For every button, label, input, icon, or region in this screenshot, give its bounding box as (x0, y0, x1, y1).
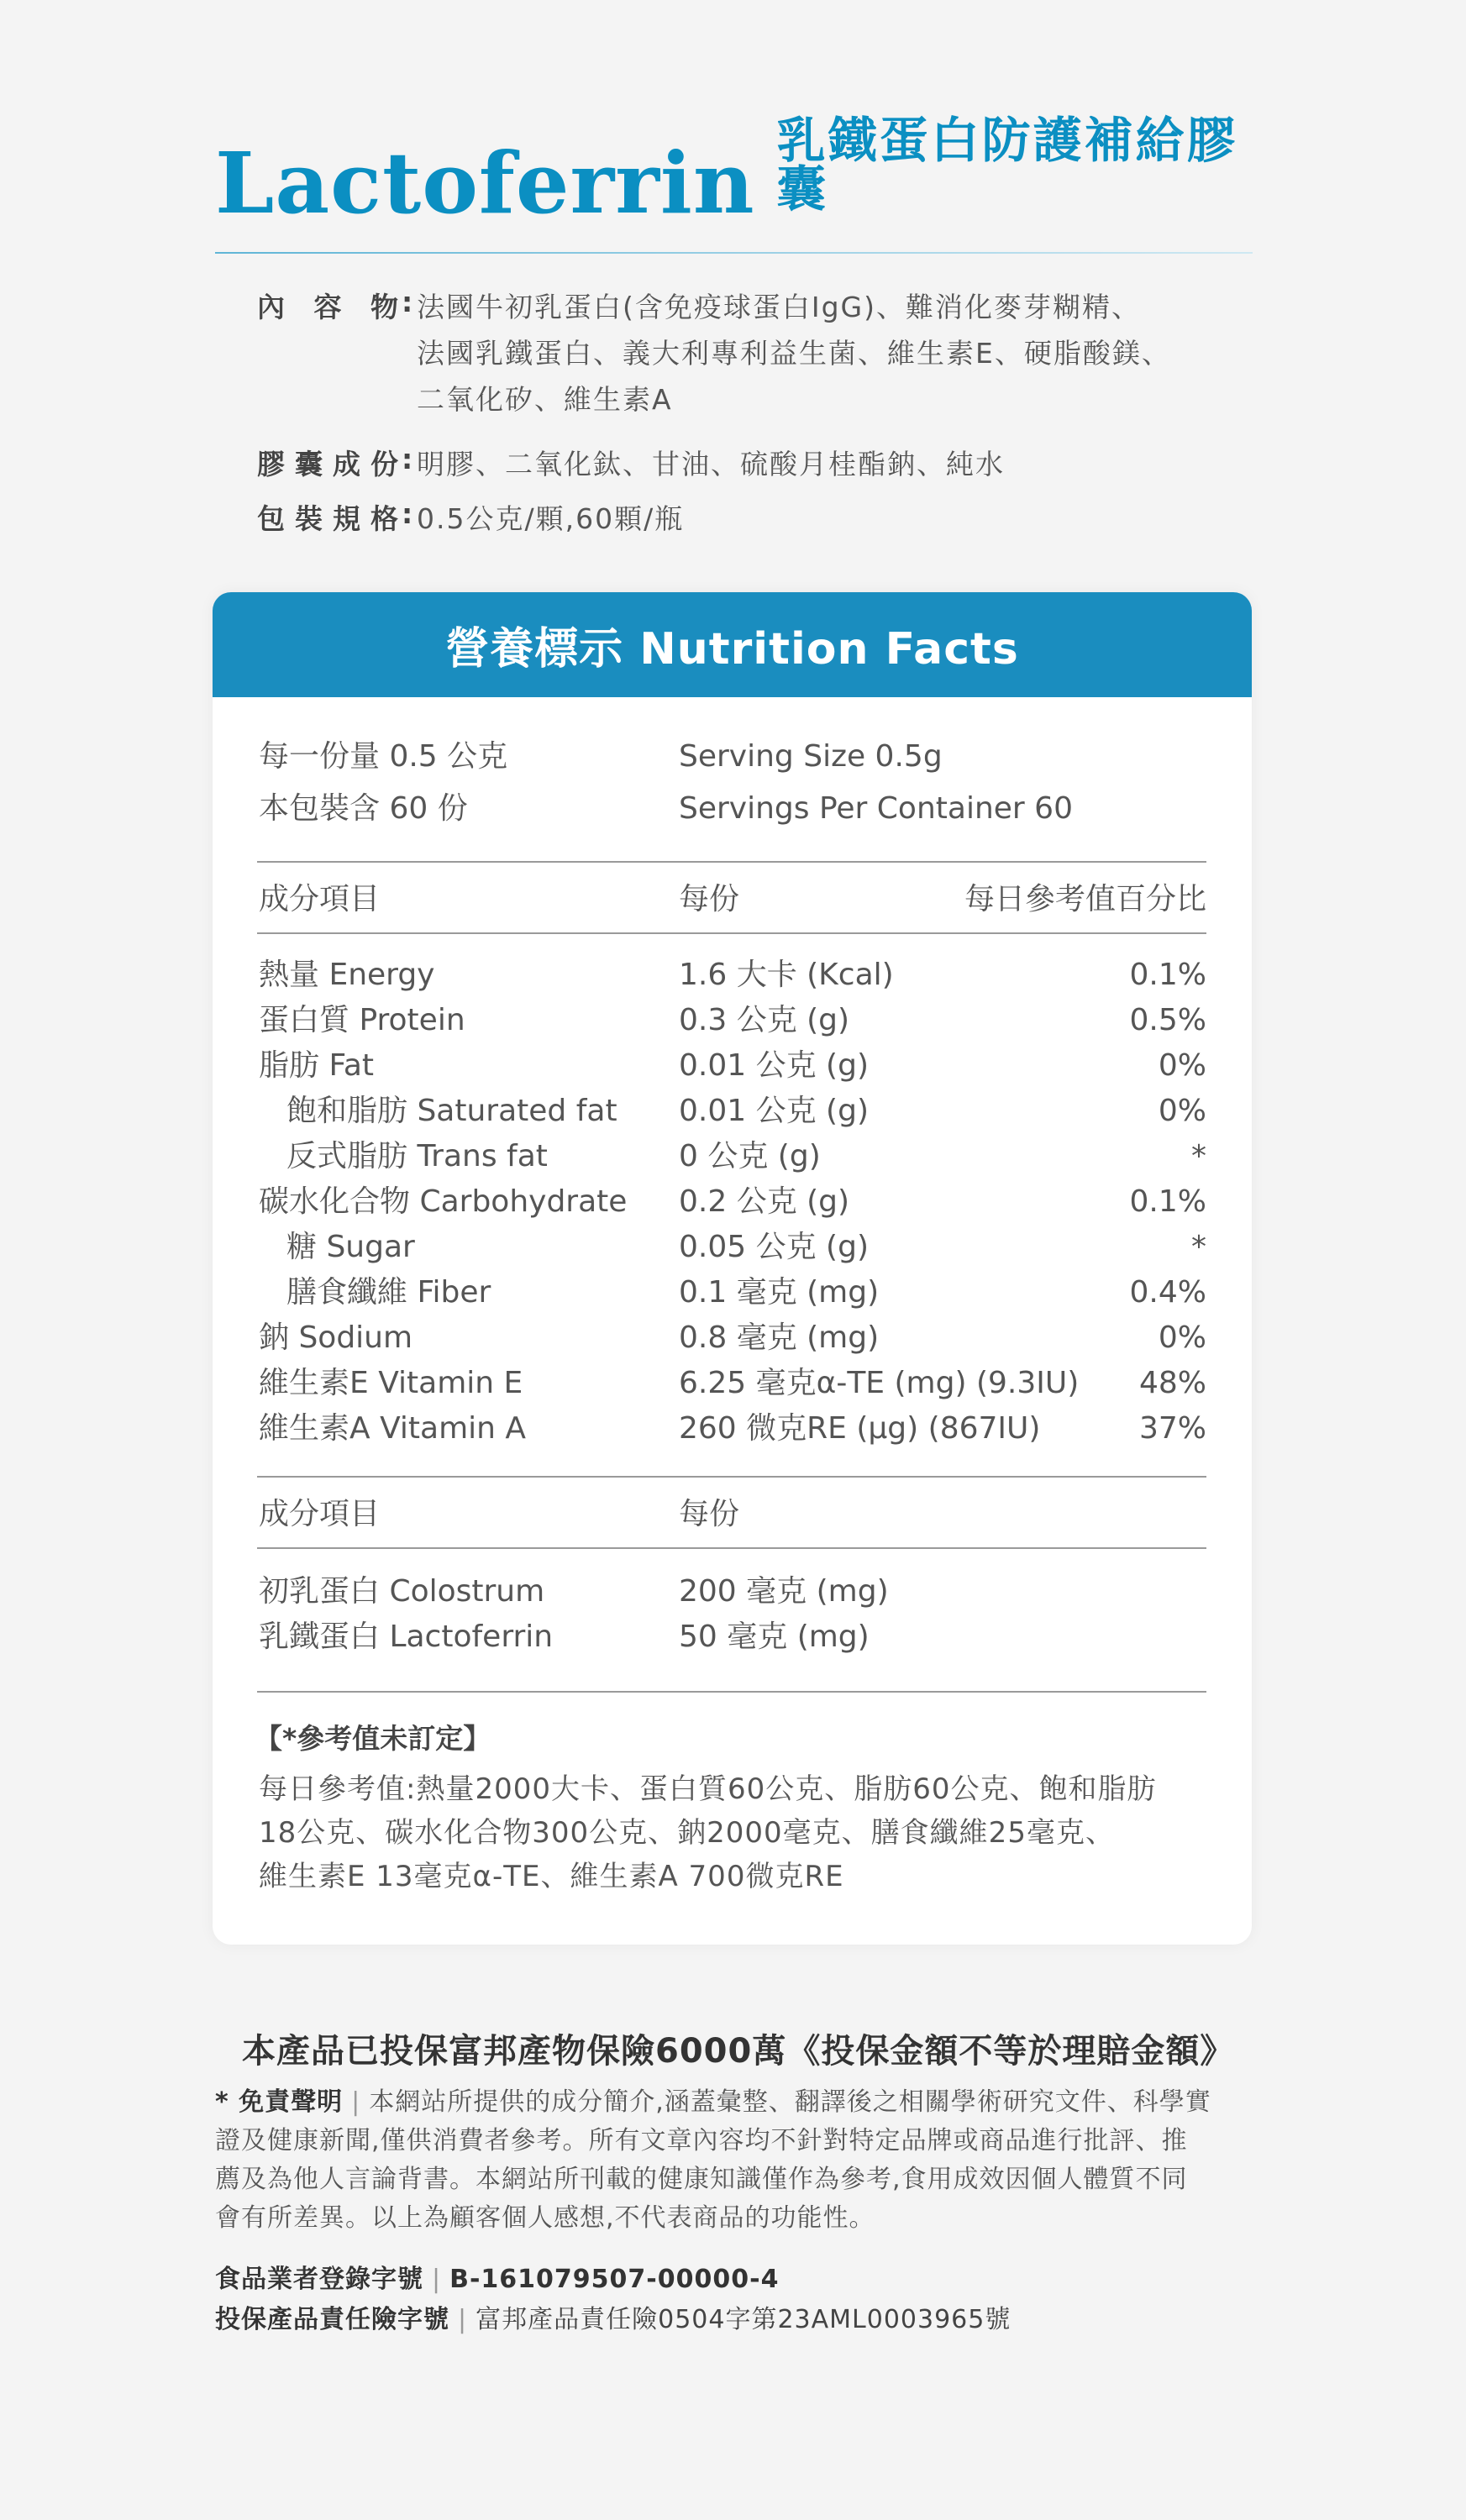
nutrient-name: 膳食纖維 Fiber (286, 1275, 491, 1310)
nutrient-daily-value: 0% (1158, 1320, 1206, 1355)
divider (257, 861, 1206, 863)
nutrition-header-title: 營養標示 Nutrition Facts (445, 624, 1019, 675)
nutrient-name: 糖 Sugar (286, 1230, 415, 1264)
lactoferrin-per: 50 毫克 (mg) (679, 1620, 870, 1654)
title-chinese: 乳鐵蛋白防護補給膠囊 (776, 112, 1238, 218)
nutrient-daily-value: * (1191, 1230, 1206, 1264)
disclaimer-line-2: 證及健康新聞,僅供消費者參考。所有文章內容均不針對特定品牌或商品進行批評、推 (215, 2126, 1188, 2155)
contents-colon: : (402, 286, 415, 318)
separator: | (432, 2265, 442, 2294)
title-divider (215, 252, 1253, 254)
divider (257, 932, 1206, 934)
separator: | (351, 2087, 361, 2117)
title-english: Lactoferrin (215, 134, 755, 233)
nutrition-facts-card (213, 592, 1252, 1945)
nutrient-name: 維生素A Vitamin A (259, 1411, 527, 1446)
nutrient-daily-value: 37% (1138, 1411, 1206, 1446)
nutrient-daily-value: 0% (1158, 1094, 1206, 1128)
nutrient-per-serving: 0.01 公克 (g) (679, 1048, 869, 1083)
nutrient-daily-value: 48% (1138, 1366, 1206, 1400)
liability-label: 投保產品責任險字號 (215, 2305, 449, 2334)
contents-line-3: 二氧化矽、維生素A (417, 383, 673, 416)
nutrient-name: 碳水化合物 Carbohydrate (259, 1184, 628, 1219)
disclaimer-line-1 (215, 2083, 1257, 2122)
nutrient-name: 飽和脂肪 Saturated fat (286, 1094, 617, 1128)
product-title (215, 112, 1253, 233)
package-label: 包裝規格 (257, 502, 400, 535)
reference-line-3: 維生素E 13毫克α-TE、維生素A 700微克RE (259, 1860, 844, 1893)
liability-number: 富邦產品責任險0504字第23AML0003965號 (476, 2305, 1011, 2334)
column-header-per-serving-2: 每份 (679, 1497, 740, 1531)
lactoferrin-name: 乳鐵蛋白 Lactoferrin (259, 1620, 554, 1654)
package-info (257, 497, 1253, 539)
package-colon: : (402, 497, 415, 530)
nutrient-daily-value: 0.1% (1129, 1184, 1206, 1219)
nutrition-header (213, 592, 1252, 697)
reference-line-2: 18公克、碳水化合物300公克、鈉2000毫克、膳食纖維25毫克、 (259, 1816, 1115, 1850)
capsule-info (257, 443, 1253, 485)
disclaimer-line-4: 會有所差異。以上為顧客個人感想,不代表商品的功能性。 (215, 2203, 875, 2233)
nutrient-per-serving: 0.1 毫克 (mg) (679, 1275, 880, 1310)
product-liability-insurance (215, 2298, 1011, 2335)
nutrient-daily-value: 0.5% (1129, 1003, 1206, 1037)
contents-line-2: 法國乳鐵蛋白、義大利專利益生菌、維生素E、硬脂酸鎂、 (417, 337, 1171, 370)
registration-label: 食品業者登錄字號 (215, 2265, 423, 2294)
colostrum-name: 初乳蛋白 Colostrum (259, 1574, 545, 1609)
disclaimer-label: * 免責聲明 (215, 2087, 344, 2117)
reference-line-1: 每日參考值:熱量2000大卡、蛋白質60公克、脂肪60公克、飽和脂肪 (259, 1772, 1157, 1806)
capsule-colon: : (402, 443, 415, 475)
column-header-item: 成分項目 (259, 882, 381, 916)
nutrient-name: 熱量 Energy (259, 958, 435, 992)
nutrient-daily-value: 0.4% (1129, 1275, 1206, 1310)
disclaimer-text-1: 本網站所提供的成分簡介,涵蓋彙整、翻譯後之相關學術研究文件、科學實 (369, 2087, 1211, 2117)
contents-info (257, 286, 1253, 420)
package-value: 0.5公克/顆,60顆/瓶 (417, 502, 685, 535)
servings-per-container-en: Servings Per Container 60 (679, 791, 1073, 826)
nutrient-name: 反式脂肪 Trans fat (286, 1139, 548, 1173)
column-header-per-serving: 每份 (679, 882, 740, 916)
nutrient-daily-value: * (1191, 1139, 1206, 1173)
capsule-label: 膠囊成份 (257, 448, 400, 480)
nutrient-per-serving: 0.01 公克 (g) (679, 1094, 869, 1128)
contents-line-1: 法國牛初乳蛋白(含免疫球蛋白IgG)、難消化麥芽糊精、 (417, 291, 1142, 323)
divider (257, 1476, 1206, 1478)
nutrient-per-serving: 0.3 公克 (g) (679, 1003, 850, 1037)
serving-size-en: Serving Size 0.5g (679, 739, 943, 774)
nutrient-per-serving: 0 公克 (g) (679, 1139, 821, 1173)
serving-size-zh: 每一份量 0.5 公克 (259, 739, 508, 774)
contents-label: 內 容 物 (257, 291, 400, 323)
column-header-item-2: 成分項目 (259, 1497, 381, 1531)
column-header-daily-value: 每日參考值百分比 (964, 882, 1206, 916)
nutrient-name: 蛋白質 Protein (259, 1003, 465, 1037)
nutrient-per-serving: 6.25 毫克α-TE (mg) (9.3IU) (679, 1366, 1080, 1400)
disclaimer-line-3: 薦及為他人言論背書。本網站所刊載的健康知識僅作為參考,食用成效因個人體質不同 (215, 2165, 1188, 2194)
nutrient-per-serving: 0.05 公克 (g) (679, 1230, 869, 1264)
divider (257, 1547, 1206, 1549)
nutrient-per-serving: 260 微克RE (μg) (867IU) (679, 1411, 1041, 1446)
nutrient-name: 脂肪 Fat (259, 1048, 375, 1083)
separator: | (458, 2305, 468, 2334)
servings-per-container-zh: 本包裝含 60 份 (259, 791, 468, 826)
colostrum-per: 200 毫克 (mg) (679, 1574, 889, 1609)
nutrient-per-serving: 0.8 毫克 (mg) (679, 1320, 880, 1355)
nutrient-name: 鈉 Sodium (259, 1320, 413, 1355)
disclaimer (215, 2083, 1257, 2238)
nutrient-name: 維生素E Vitamin E (259, 1366, 523, 1400)
divider (257, 1691, 1206, 1693)
nutrient-daily-value: 0.1% (1129, 958, 1206, 992)
reference-note-title: 【*參考值未訂定】 (255, 1722, 491, 1755)
nutrient-daily-value: 0% (1158, 1048, 1206, 1083)
food-business-registration (215, 2258, 779, 2295)
nutrient-per-serving: 1.6 大卡 (Kcal) (679, 958, 894, 992)
capsule-value: 明膠、二氧化鈦、甘油、硫酸月桂酯鈉、純水 (417, 448, 1005, 480)
nutrient-per-serving: 0.2 公克 (g) (679, 1184, 850, 1219)
insurance-statement: 本產品已投保富邦產物保險6000萬《投保金額不等於理賠金額》 (242, 2032, 1235, 2071)
registration-number: B-161079507-00000-4 (449, 2265, 780, 2294)
